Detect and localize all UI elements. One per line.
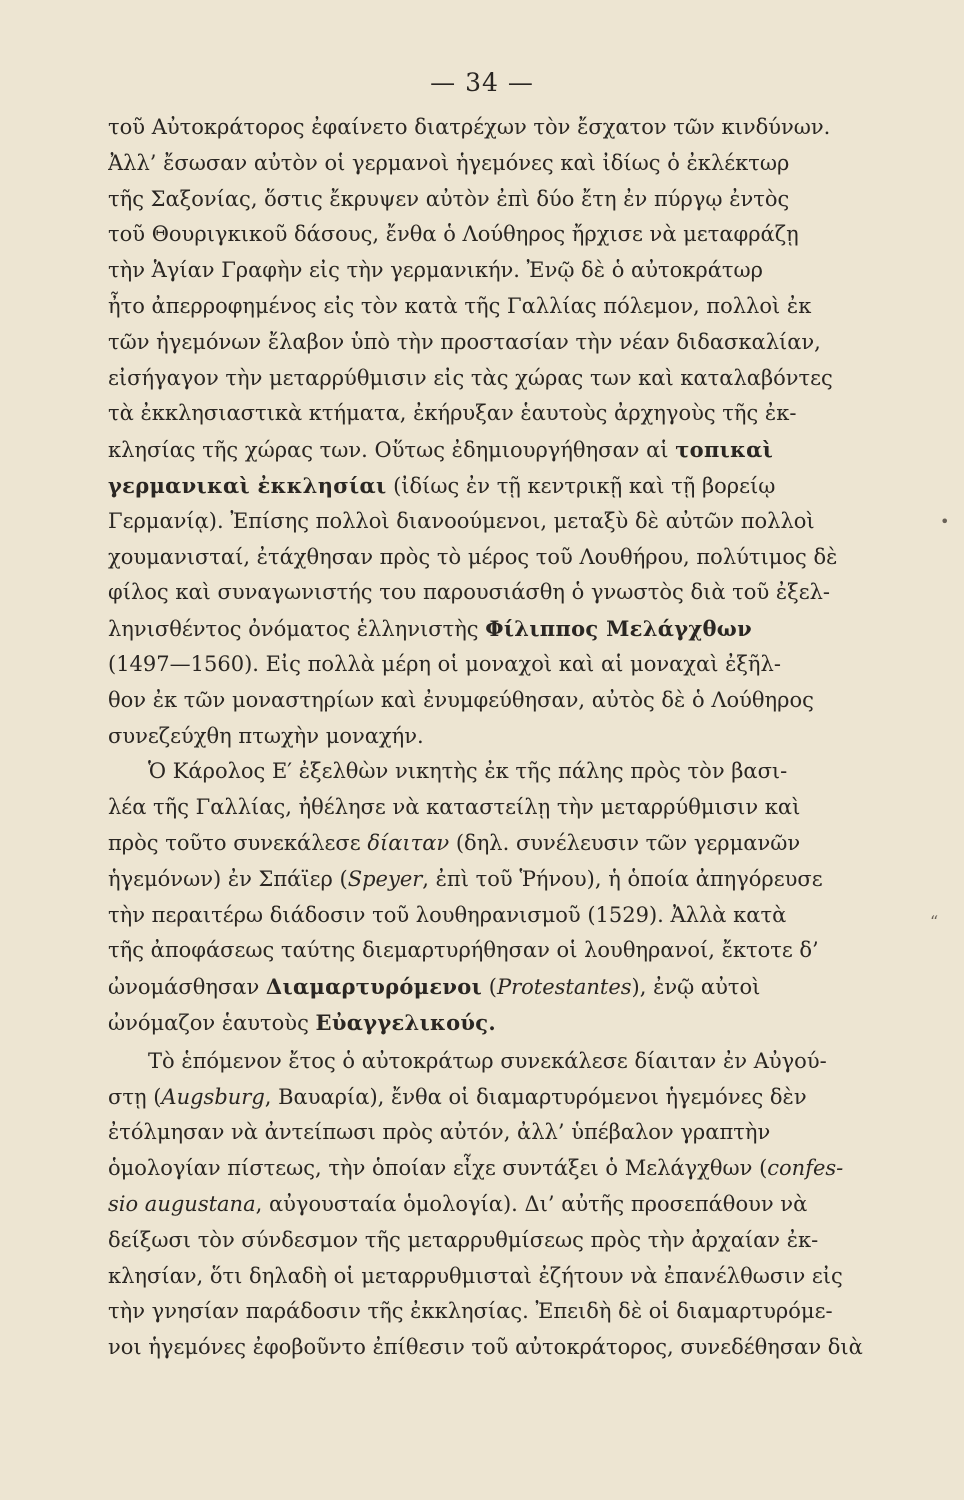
text-segment: δείξωσι τὸν σύνδεσμον τῆς μεταρρυθμίσεως πρὸς τὴν ἀρχαίαν ἐκ-	[108, 1227, 819, 1252]
text-segment: ), ἐνῷ αὐτοὶ	[631, 975, 761, 1000]
text-segment: τὰ ἐκκλησιαστικὰ κτήματα, ἐκήρυξαν ἑαυτοὺς ἀρχηγοὺς τῆς ἐκ-	[108, 401, 797, 426]
text-line	[108, 1330, 898, 1366]
text-line	[108, 1005, 898, 1041]
italic-term: sio augustana	[108, 1191, 256, 1216]
text-segment: ἡγεμόνων) ἐν Σπάϊερ (	[108, 866, 348, 891]
italic-term: confes-	[767, 1156, 844, 1181]
margin-mark: •	[940, 512, 950, 531]
bold-term: γερμανικαὶ ἐκκλησίαι	[108, 472, 387, 498]
text-line	[108, 1187, 898, 1223]
text-line	[108, 396, 898, 432]
text-segment: εἰσήγαγον τὴν μεταρρύθμισιν εἰς τὰς χώρας των καὶ καταλαβόντες	[108, 365, 833, 390]
text-segment: , αὐγουσταία ὁμολογία). Δι’ αὐτῆς προσεπάθουν νὰ	[255, 1191, 808, 1216]
text-segment: Ἀλλ’ ἔσωσαν αὐτὸν οἱ γερμανοὶ ἡγεμόνες καὶ ἰδίως ὁ ἐκλέκτωρ	[108, 150, 790, 175]
text-line	[108, 146, 898, 182]
italic-term: Augsburg	[161, 1084, 265, 1109]
bold-term: Διαμαρτυρόμενοι	[265, 974, 483, 1000]
text-segment: , Βαυαρία), ἔνθα οἱ διαμαρτυρόμενοι ἡγεμόνες δὲν	[264, 1084, 807, 1109]
text-segment: Ὁ Κάρολος Ε′ ἐξελθὼν νικητὴς ἐκ τῆς πάλης πρὸς τὸν βασι-	[148, 759, 788, 784]
text-segment: τῆς ἀποφάσεως ταύτης διεμαρτυρήθησαν οἱ λουθηρανοί, ἔκτοτε δ’	[108, 938, 819, 963]
text-segment: τὴν Ἁγίαν Γραφὴν εἰς τὴν γερμανικήν. Ἐνῷ δὲ ὁ αὐτοκράτωρ	[108, 258, 763, 283]
text-line	[108, 1151, 898, 1187]
text-segment: συνεζεύχθη πτωχὴν μοναχήν.	[108, 723, 424, 748]
text-segment: ὠνόμαζον ἑαυτοὺς	[108, 1010, 316, 1035]
text-segment: (1497—1560). Εἰς πολλὰ μέρη οἱ μοναχοὶ καὶ αἱ μοναχαὶ ἐξῆλ-	[108, 651, 781, 676]
bold-term: τοπικαὶ	[675, 437, 774, 463]
text-line	[108, 540, 898, 576]
text-line	[108, 1294, 898, 1330]
text-line	[108, 182, 898, 218]
text-segment: τῶν ἡγεμόνων ἔλαβον ὑπὸ τὴν προστασίαν τὴν νέαν διδασκαλίαν,	[108, 329, 821, 354]
text-line	[108, 253, 898, 289]
text-line	[108, 898, 898, 934]
text-line	[108, 1080, 898, 1116]
text-segment: ἦτο ἀπερροφημένος εἰς τὸν κατὰ τῆς Γαλλίας πόλεμον, πολλοὶ ἐκ	[108, 293, 812, 318]
text-segment: νοι ἡγεμόνες ἐφοβοῦντο ἐπίθεσιν τοῦ αὐτοκράτορος, συνεδέθησαν διὰ	[108, 1335, 863, 1360]
text-line	[108, 683, 898, 719]
text-line	[108, 754, 898, 790]
text-line	[108, 110, 898, 146]
text-line	[108, 1259, 898, 1295]
text-line	[108, 1044, 898, 1080]
text-line	[108, 1115, 898, 1151]
text-line	[108, 790, 898, 826]
text-block	[108, 110, 898, 1366]
text-segment: τὴν γνησίαν παράδοσιν τῆς ἐκκλησίας. Ἐπειδὴ δὲ οἱ διαμαρτυρόμε-	[108, 1299, 833, 1324]
text-line	[108, 862, 898, 898]
text-line	[108, 217, 898, 253]
text-segment: ὠνομάσθησαν	[108, 975, 266, 1000]
text-line	[108, 575, 898, 611]
text-segment: (	[482, 975, 497, 1000]
text-segment: λέα τῆς Γαλλίας, ἠθέλησε νὰ καταστείλῃ τὴν μεταρρύθμισιν καὶ	[108, 795, 801, 820]
text-segment: , ἐπὶ τοῦ Ῥήνου), ἡ ὁποία ἀπηγόρευσε	[422, 866, 823, 891]
bold-term: Φίλιππος Μελάγχθων	[485, 616, 752, 642]
text-line	[108, 647, 898, 683]
margin-mark: “	[930, 912, 939, 931]
text-segment: Γερμανίᾳ). Ἐπίσης πολλοὶ διανοούμενοι, μεταξὺ δὲ αὐτῶν πολλοὶ	[108, 508, 815, 533]
text-segment: κλησίας τῆς χώρας των. Οὕτως ἐδημιουργήθησαν αἱ	[108, 438, 676, 463]
text-segment: κλησίαν, ὅτι δηλαδὴ οἱ μεταρρυθμισταὶ ἐζήτουν νὰ ἐπανέλθωσιν εἰς	[108, 1263, 843, 1288]
italic-term: δίαιταν	[367, 830, 450, 855]
text-segment: ἐτόλμησαν νὰ ἀντείπωσι πρὸς αὐτόν, ἀλλ’ ὑπέβαλον γραπτὴν	[108, 1120, 771, 1145]
text-line	[108, 325, 898, 361]
text-line	[108, 468, 898, 504]
text-segment: χουμανισταί, ἐτάχθησαν πρὸς τὸ μέρος τοῦ Λουθήρου, πολύτιμος δὲ	[108, 544, 838, 569]
text-segment: τὴν περαιτέρω διάδοσιν τοῦ λουθηρανισμοῦ (1529). Ἀλλὰ κατὰ	[108, 902, 787, 927]
text-line	[108, 933, 898, 969]
text-segment: τοῦ Αὐτοκράτορος ἐφαίνετο διατρέχων τὸν ἔσχατον τῶν κινδύνων.	[108, 115, 831, 139]
text-segment: φίλος καὶ συναγωνιστής του παρουσιάσθη ὁ γνωστὸς διὰ τοῦ ἐξελ-	[108, 580, 831, 605]
text-line	[108, 361, 898, 397]
text-line	[108, 719, 898, 755]
italic-term: Protestantes	[496, 975, 632, 1000]
text-segment: Τὸ ἑπόμενον ἔτος ὁ αὐτοκράτωρ συνεκάλεσε δίαιταν ἐν Αὐγού-	[148, 1048, 827, 1073]
text-line	[108, 611, 898, 647]
text-line	[108, 504, 898, 540]
text-segment: τῆς Σαξονίας, ὅστις ἔκρυψεν αὐτὸν ἐπὶ δύο ἔτη ἐν πύργῳ ἐντὸς	[108, 186, 790, 211]
text-segment: ληνισθέντος ὀνόματος ἑλληνιστὴς	[108, 617, 486, 642]
bold-term: Εὐαγγελικούς.	[315, 1009, 496, 1035]
text-line	[108, 826, 898, 862]
text-segment: θον ἐκ τῶν μοναστηρίων καὶ ἐνυμφεύθησαν, αὐτὸς δὲ ὁ Λούθηρος	[108, 687, 814, 712]
text-line	[108, 432, 898, 468]
text-segment: τοῦ Θουριγκικοῦ δάσους, ἔνθα ὁ Λούθηρος ἤρχισε νὰ μεταφράζῃ	[108, 222, 799, 247]
text-segment: ὁμολογίαν πίστεως, τὴν ὁποίαν εἶχε συντάξει ὁ Μελάγχθων (	[108, 1156, 768, 1181]
text-line	[108, 1223, 898, 1259]
text-segment: (δηλ. συνέλευσιν τῶν γερμανῶν	[449, 830, 801, 855]
page-number: — 34 —	[430, 68, 534, 97]
text-segment: πρὸς τοῦτο συνεκάλεσε	[108, 830, 368, 855]
text-segment: στῃ (	[108, 1084, 162, 1109]
text-line	[108, 969, 898, 1005]
italic-term: Speyer	[347, 866, 423, 891]
text-segment: (ἰδίως ἐν τῇ κεντρικῇ καὶ τῇ βορείῳ	[386, 473, 776, 498]
text-line	[108, 289, 898, 325]
